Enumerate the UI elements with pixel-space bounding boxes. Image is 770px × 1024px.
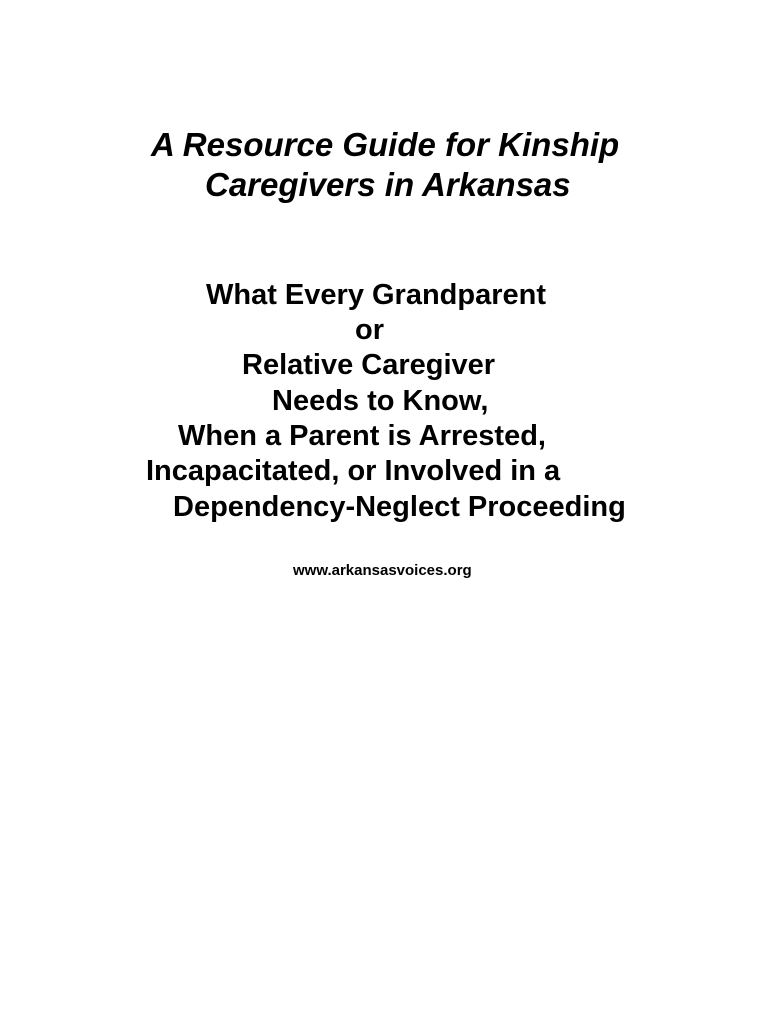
subtitle-line-2: or: [355, 314, 384, 346]
subtitle-line-6: Incapacitated, or Involved in a: [146, 455, 561, 487]
subtitle-line-3: Relative Caregiver: [242, 349, 496, 381]
subtitle-line-5: When a Parent is Arrested,: [178, 420, 546, 452]
title-line-2: Caregivers in Arkansas: [205, 166, 571, 203]
subtitle-line-4: Needs to Know,: [272, 385, 489, 417]
subtitle-line-7: Dependency-Neglect Proceeding: [173, 491, 626, 523]
website-url: www.arkansasvoices.org: [293, 562, 472, 579]
subtitle-line-1: What Every Grandparent: [206, 279, 547, 311]
title-line-1: A Resource Guide for Kinship: [151, 126, 620, 163]
